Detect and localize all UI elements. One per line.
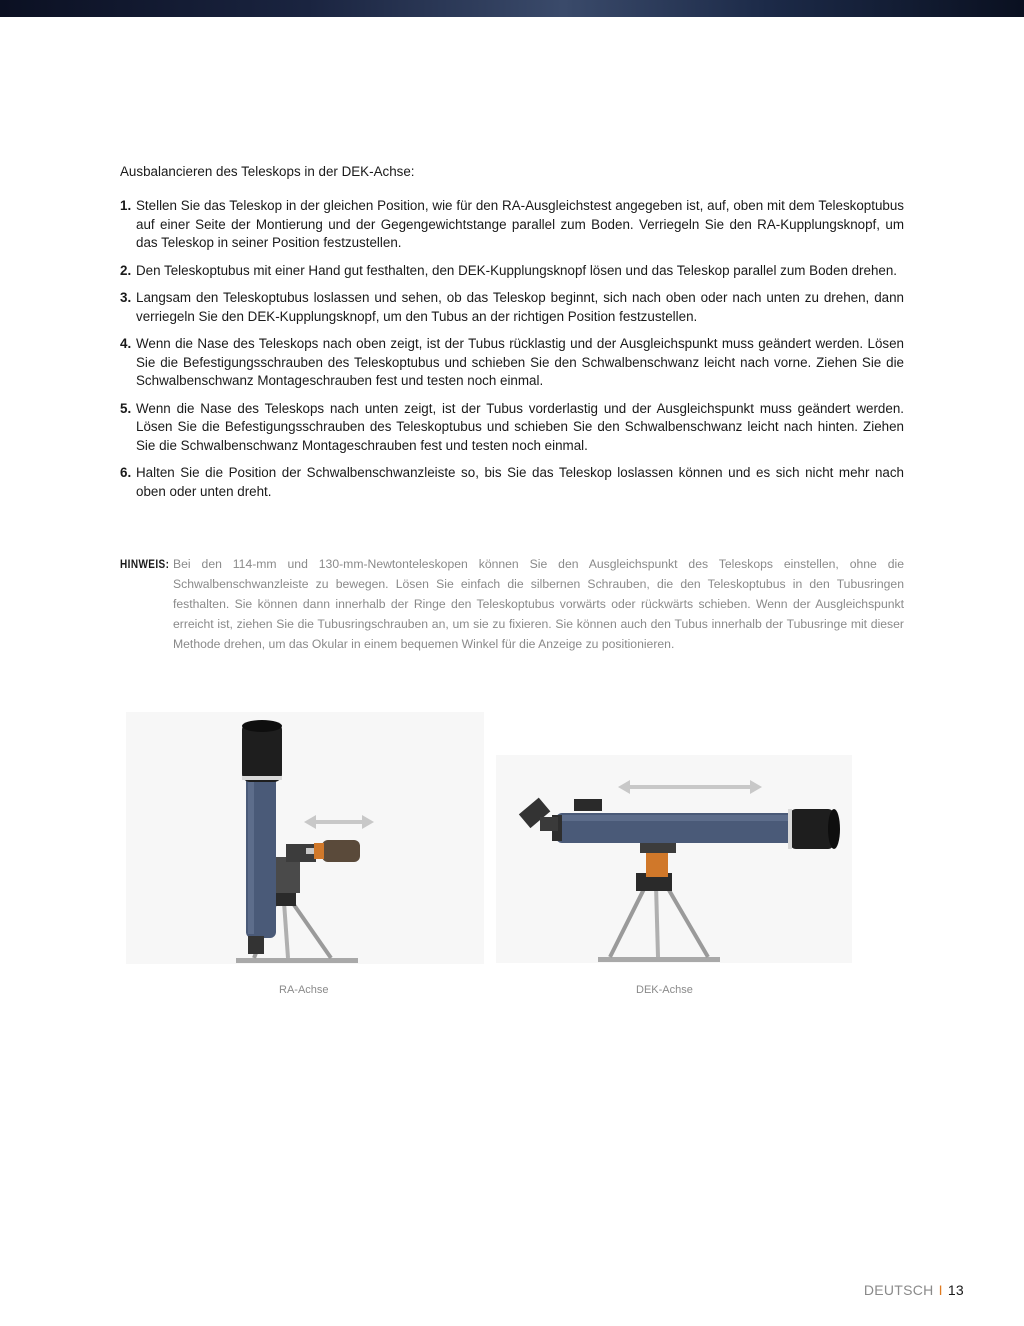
step-number: 2.: [120, 262, 132, 278]
step-text: Halten Sie die Position der Schwalbenschwanzleiste so, bis Sie das Teleskop loslassen können und es sich nicht mehr nach oben oder unten dreht.: [136, 465, 904, 499]
step-text: Wenn die Nase des Teleskops nach unten zeigt, ist der Tubus vorderlastig und der Ausgleichspunkt muss geändert werden. Lösen Sie die Befestigungsschrauben des Teleskoptubus und schieben Sie den Schwalbenschwanz leicht nach hinten. Ziehen Sie die Schwalbenschwanz Montageschrauben fest und testen noch einmal.: [136, 400, 904, 453]
dek-axis-figure: [496, 755, 852, 963]
step-item: [120, 197, 904, 253]
footer-language: DEUTSCH: [863, 1282, 934, 1298]
step-item: [120, 464, 904, 501]
step-item: [120, 262, 904, 281]
step-number: 5.: [120, 400, 132, 416]
step-number: 1.: [120, 198, 132, 213]
step-text: Langsam den Teleskoptubus loslassen und sehen, ob das Teleskop beginnt, sich nach oben oder nach unten zu drehen, dann verriegeln Sie den DEK-Kupplungsknopf, um den Tubus an der richtigen Position festzustellen.: [136, 290, 904, 324]
step-text: Den Teleskoptubus mit einer Hand gut festhalten, den DEK-Kupplungsknopf lösen und das Teleskop parallel zum Boden drehen.: [136, 262, 898, 278]
page-footer: [864, 1282, 964, 1298]
step-item: [120, 335, 904, 391]
step-text: Wenn die Nase des Teleskops nach oben zeigt, ist der Tubus rücklastig und der Ausgleichspunkt muss geändert werden. Lösen Sie die Befestigungsschrauben des Teleskoptubus und schieben Sie den Schwalbenschwanz leicht nach vorne. Ziehen Sie die Schwalbenschwanz Montageschrauben fest und testen noch einmal.: [136, 336, 904, 388]
ra-axis-caption: RA-Achse: [279, 984, 329, 996]
ra-axis-figure: [126, 712, 484, 964]
note-label: HINWEIS:: [120, 557, 170, 571]
steps-list: [120, 197, 904, 510]
header-band: [0, 0, 1024, 17]
page-number: 13: [947, 1282, 964, 1298]
step-item: [120, 400, 904, 456]
dek-telescope-illustration: [496, 755, 852, 963]
step-number: 3.: [120, 290, 132, 305]
step-text: Stellen Sie das Teleskop in der gleichen Position, wie für den RA-Ausgleichstest angegeben ist, auf, oben mit dem Teleskoptubus auf einer Seite der Montierung und der Gegengewichtstange parallel zum Boden. Verriegeln Sie den RA-Kupplungsknopf, um das Teleskop in seiner Position festzustellen.: [136, 198, 904, 250]
step-number: 4.: [120, 336, 132, 351]
intro-text: Ausbalancieren des Teleskops in der DEK-Achse:: [120, 164, 415, 179]
step-number: 6.: [120, 465, 132, 480]
note-block: [120, 554, 904, 654]
footer-separator: I: [938, 1282, 943, 1298]
dek-axis-caption: DEK-Achse: [636, 984, 693, 996]
ra-telescope-illustration: [126, 712, 484, 964]
note-text: Bei den 114-mm und 130-mm-Newtonteleskopen können Sie den Ausgleichspunkt des Teleskops einstellen, ohne die Schwalbenschwanzleiste zu bewegen. Lösen Sie einfach die silbernen Schrauben, die den Teleskoptubus in den Tubusringen festhalten. Sie können dann innerhalb der Ringe den Teleskoptubus vorwärts oder rückwärts schieben. Wenn der Ausgleichspunkt erreicht ist, ziehen Sie die Tubusringschrauben an, um sie zu fixieren. Sie können auch den Tubus innerhalb der Tubusringe mit dieser Methode drehen, um das Okular in einem bequemen Winkel für die Anzeige zu positionieren.: [173, 557, 904, 651]
step-item: [120, 289, 904, 326]
